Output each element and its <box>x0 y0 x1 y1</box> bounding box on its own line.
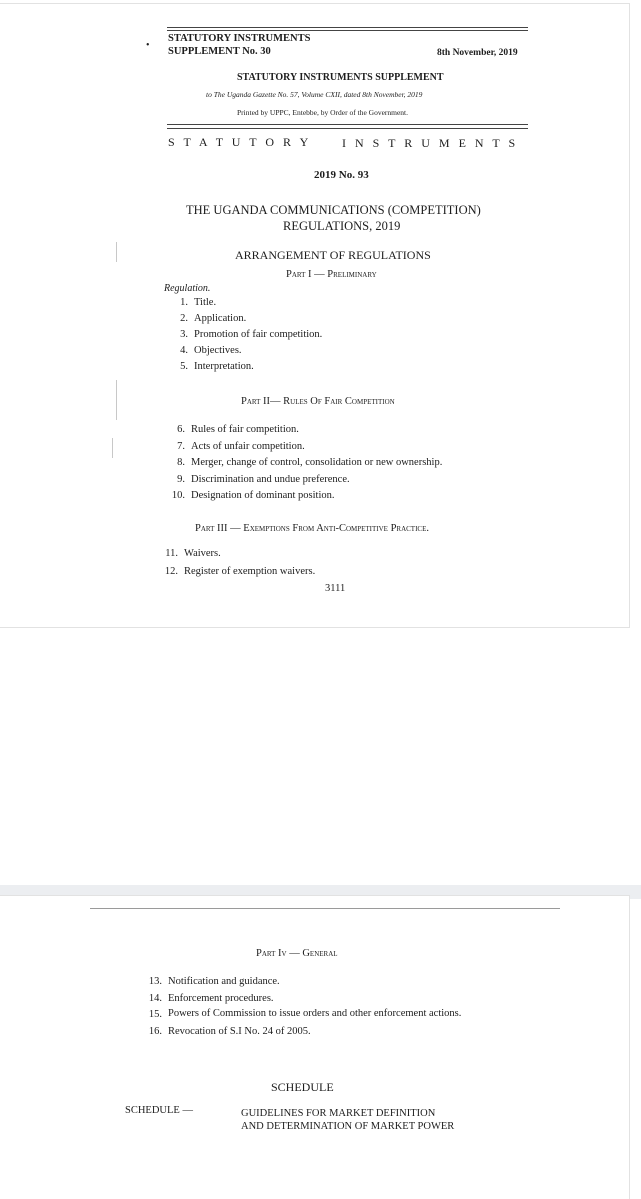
list-item: 12. Register of exemption waivers. <box>164 566 316 577</box>
bullet-mark: • <box>146 40 150 51</box>
list-item: 14. Enforcement procedures. <box>148 992 274 1004</box>
part-4-heading: Part Iv — General <box>256 948 338 959</box>
part-1-list <box>172 295 322 375</box>
header-left-line1: STATUTORY INSTRUMENTS <box>168 33 311 44</box>
document-title-line2: REGULATIONS, 2019 <box>283 219 401 233</box>
list-item: 4. Objectives. <box>180 345 242 356</box>
arrangement-heading: ARRANGEMENT OF REGULATIONS <box>235 248 431 262</box>
scan-mark <box>116 242 117 262</box>
document-page-2 <box>0 896 629 1199</box>
schedule-line1: GUIDELINES FOR MARKET DEFINITION <box>241 1108 436 1119</box>
instrument-number: 2019 No. 93 <box>314 169 369 181</box>
page-number: 3111 <box>325 583 346 594</box>
list-item: 8. Merger, change of control, consolidation or new ownership. <box>177 457 443 468</box>
list-item: 6. Rules of fair competition. <box>177 424 299 435</box>
part-3-heading: Part III — Exemptions From Anti-Competitive Practice. <box>195 523 429 534</box>
document-title-line1: THE UGANDA COMMUNICATIONS (COMPETITION) <box>186 203 481 217</box>
list-item: 3. Promotion of fair competition. <box>180 329 323 340</box>
header-date: 8th November, 2019 <box>437 48 518 58</box>
schedule-heading: SCHEDULE <box>271 1080 334 1094</box>
scan-mark <box>112 438 113 458</box>
top-rule <box>167 27 528 28</box>
part-1-heading: Part I — Preliminary <box>286 269 377 280</box>
part-2-list <box>169 422 442 505</box>
part-4-list <box>146 974 468 1040</box>
schedule-description <box>241 1107 454 1133</box>
supplement-title: STATUTORY INSTRUMENTS SUPPLEMENT <box>237 72 444 83</box>
document-page-1 <box>0 4 629 627</box>
banner-word-1: S T A T U T O R Y <box>168 135 312 149</box>
printed-by: Printed by UPPC, Entebbe, by Order of the Government. <box>237 108 409 117</box>
banner-rule-top-2 <box>167 128 528 129</box>
list-item: 5. Interpretation. <box>180 361 254 372</box>
list-item: 10. Designation of dominant position. <box>171 490 335 501</box>
list-item: 2. Application. <box>180 313 247 324</box>
part-2-heading: Part II— Rules Of Fair Competition <box>241 396 395 407</box>
list-item: 7. Acts of unfair competition. <box>177 440 305 452</box>
schedule-label: SCHEDULE — <box>125 1105 193 1116</box>
banner-word-2: I N S T R U M E N T S <box>342 136 519 150</box>
page-2-top-rule <box>90 908 560 909</box>
list-item: 16. Revocation of S.I No. 24 of 2005. <box>148 1025 311 1037</box>
list-item: 11. Waivers. <box>165 548 221 559</box>
header-left-line2: SUPPLEMENT No. 30 <box>168 46 271 57</box>
header-left <box>168 32 310 58</box>
scan-mark <box>116 380 117 420</box>
list-item: 1. Title. <box>180 297 217 308</box>
part-3-list <box>162 545 315 581</box>
list-item: 13. Notification and guidance. <box>148 976 280 987</box>
gazette-reference: to The Uganda Gazette No. 57, Volume CXII, dated 8th November, 2019 <box>206 90 423 99</box>
regulation-label: Regulation. <box>164 283 211 294</box>
schedule-line2: AND DETERMINATION OF MARKET POWER <box>241 1121 455 1132</box>
list-item: 9. Discrimination and undue preference. <box>177 473 350 485</box>
list-item: 15. Powers of Commission to issue orders and other enforcement actions. <box>148 1008 462 1020</box>
banner-rule-top <box>167 124 528 125</box>
top-rule-2 <box>167 30 528 31</box>
